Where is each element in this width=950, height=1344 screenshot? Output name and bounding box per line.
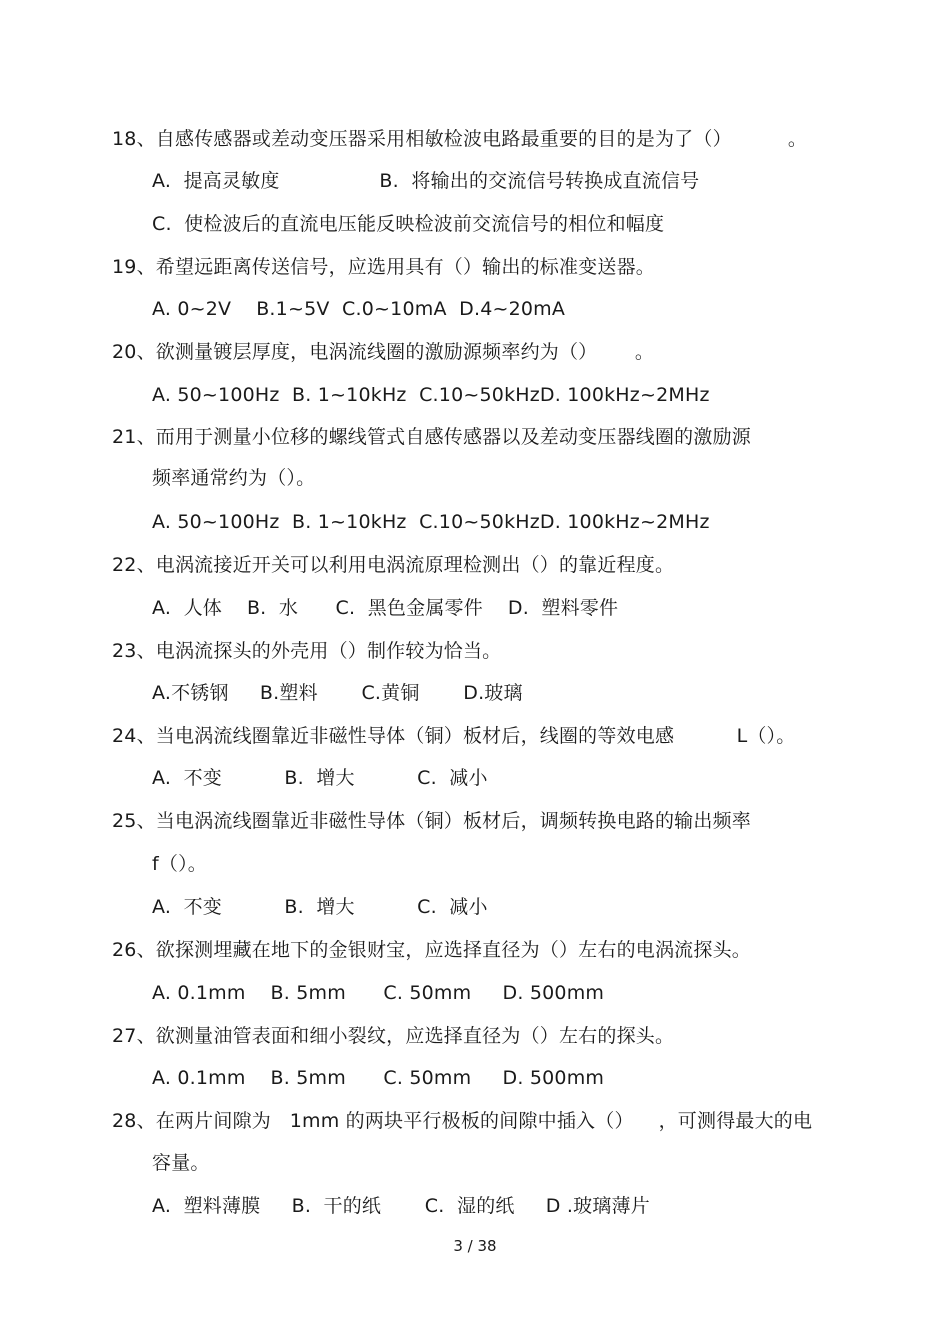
question-19-options: A. 0~2V B.1~5V C.0~10mA D.4~20mA — [152, 298, 566, 320]
question-27-options: A. 0.1mm B. 5mm C. 50mm D. 500mm — [152, 1067, 605, 1089]
question-21: 21、而用于测量小位移的螺线管式自感传感器以及差动变压器线圈的激励源 — [112, 426, 751, 448]
question-28-options: A. 塑料薄膜 B. 干的纸 C. 湿的纸 D .玻璃薄片 — [152, 1195, 650, 1217]
question-24-options: A. 不变 B. 增大 C. 减小 — [152, 767, 488, 789]
question-18-option-c: C. 使检波后的直流电压能反映检波前交流信号的相位和幅度 — [152, 213, 665, 235]
question-20-options: A. 50~100Hz B. 1~10kHz C.10~50kHzD. 100kHz~2MHz — [152, 384, 710, 406]
question-28-continued: 容量。 — [152, 1152, 210, 1174]
question-18: 18、自感传感器或差动变压器采用相敏检波电路最重要的目的是为了（） 。 — [112, 128, 808, 150]
question-26-options: A. 0.1mm B. 5mm C. 50mm D. 500mm — [152, 982, 605, 1004]
question-24: 24、当电涡流线圈靠近非磁性导体（铜）板材后，线圈的等效电感 L（）。 — [112, 725, 796, 747]
question-19: 19、希望远距离传送信号，应选用具有（）输出的标准变送器。 — [112, 256, 655, 278]
question-25: 25、当电涡流线圈靠近非磁性导体（铜）板材后，调频转换电路的输出频率 — [112, 810, 751, 832]
question-21-continued: 频率通常约为（）。 — [152, 467, 316, 489]
question-23: 23、电涡流探头的外壳用（）制作较为恰当。 — [112, 640, 502, 662]
question-22-options: A. 人体 B. 水 C. 黑色金属零件 D. 塑料零件 — [152, 597, 619, 619]
question-18-options-ab: A. 提高灵敏度 B. 将输出的交流信号转换成直流信号 — [152, 170, 700, 192]
question-21-options: A. 50~100Hz B. 1~10kHz C.10~50kHzD. 100kHz~2MHz — [152, 511, 710, 533]
page-number: 3 / 38 — [453, 1237, 497, 1255]
question-20: 20、欲测量镀层厚度，电涡流线圈的激励源频率约为（） 。 — [112, 341, 655, 363]
question-22: 22、电涡流接近开关可以利用电涡流原理检测出（）的靠近程度。 — [112, 554, 675, 576]
question-25-continued: f（）。 — [152, 853, 207, 875]
question-25-options: A. 不变 B. 增大 C. 减小 — [152, 896, 488, 918]
question-26: 26、欲探测埋藏在地下的金银财宝，应选择直径为（）左右的电涡流探头。 — [112, 939, 751, 961]
question-27: 27、欲测量油管表面和细小裂纹，应选择直径为（）左右的探头。 — [112, 1025, 675, 1047]
question-23-options: A.不锈钢 B.塑料 C.黄铜 D.玻璃 — [152, 682, 523, 704]
question-28: 28、在两片间隙为 1mm 的两块平行极板的间隙中插入（） ，可测得最大的电 — [112, 1110, 813, 1132]
